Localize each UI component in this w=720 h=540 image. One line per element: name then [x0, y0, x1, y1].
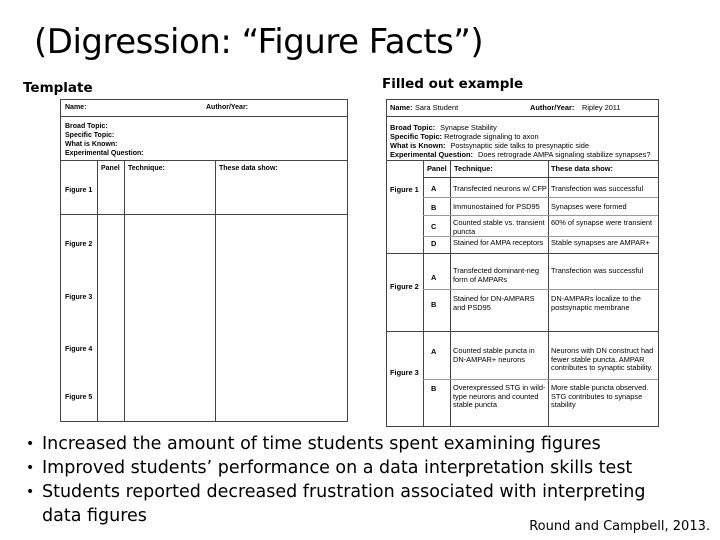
template-col-panel: Panel	[101, 165, 120, 172]
technique-cell: Counted stable puncta in DN-AMPAR+ neurons	[453, 347, 535, 364]
template-col-data: These data show:	[219, 165, 278, 172]
panel-cell: B	[431, 385, 437, 393]
panel-cell: B	[431, 204, 437, 212]
technique-cell: Transfected dominant-neg form of AMPARs	[453, 267, 539, 284]
panel-cell: A	[431, 185, 437, 193]
finding-item: • Improved students’ performance on a data interpretation skills test	[26, 458, 633, 478]
template-name-label: Name:	[65, 104, 87, 111]
technique-cell: Counted stable vs. transient puncta	[453, 219, 545, 236]
technique-cell: Transfected neurons w/ CFP	[453, 185, 547, 193]
technique-cell: Stained for DN-AMPARS and PSD95	[453, 295, 535, 312]
example-name-label: Name:	[390, 103, 413, 112]
example-col-data: These data show:	[551, 164, 614, 173]
example-header-divider	[423, 177, 658, 178]
example-row-divider	[423, 289, 658, 290]
template-figure-label: Figure 4	[65, 346, 93, 353]
data-cell: More stable puncta observed. STG contributes to synapse stability	[551, 384, 649, 410]
example-author-label: Author/Year:	[530, 103, 575, 112]
citation: Round and Campbell, 2013.	[529, 519, 710, 534]
example-author-value: Ripley 2011	[582, 103, 621, 112]
example-figure-label: Figure 3	[390, 368, 419, 377]
template-caption: Template	[23, 80, 93, 96]
example-figure-divider	[387, 253, 658, 254]
template-what-known: What is Known:	[65, 141, 118, 148]
example-form	[386, 99, 659, 427]
data-cell: Transfection was successful	[551, 267, 644, 275]
template-figure-label: Figure 3	[65, 294, 93, 301]
panel-cell: A	[431, 348, 437, 356]
template-question: Experimental Question:	[65, 150, 144, 157]
example-col-divider	[548, 161, 549, 426]
finding-item: • Increased the amount of time students spent examining figures	[26, 434, 601, 454]
example-broad-topic: Broad Topic: Synapse Stability	[390, 123, 497, 132]
technique-cell: Overexpressed STG in wild-type neurons and counted stable puncta	[453, 384, 546, 410]
panel-cell: C	[431, 223, 437, 231]
template-col-divider	[124, 161, 125, 421]
data-cell: Transfection was successful	[551, 185, 644, 193]
template-topic-block	[61, 116, 347, 161]
template-table	[61, 161, 347, 421]
example-col-panel: Panel	[427, 164, 447, 173]
technique-cell: Immunostained for PSD95	[453, 203, 540, 211]
example-col-divider	[450, 161, 451, 426]
panel-cell: D	[431, 240, 437, 248]
template-col-technique: Technique:	[128, 165, 165, 172]
example-col-divider	[423, 161, 424, 426]
slide-title: (Digression: “Figure Facts”)	[34, 22, 484, 62]
bullet-icon: •	[26, 460, 35, 476]
template-figure-label: Figure 1	[65, 187, 93, 194]
example-figure-divider	[387, 331, 658, 332]
template-col-divider	[97, 161, 98, 421]
findings-list	[26, 432, 716, 528]
panel-cell: B	[431, 301, 437, 309]
example-row-divider	[423, 197, 658, 198]
example-figure-label: Figure 2	[390, 282, 419, 291]
template-broad-topic: Broad Topic:	[65, 123, 108, 130]
template-form	[60, 99, 348, 422]
template-author-label: Author/Year:	[206, 104, 249, 111]
bullet-icon: •	[26, 484, 35, 500]
panel-cell: A	[431, 274, 437, 282]
finding-item: • Students reported decreased frustration associated with interpreting data figures	[26, 482, 646, 526]
example-specific-topic: Specific Topic: Retrograde signaling to axon	[390, 132, 539, 141]
data-cell: Synapses were formed	[551, 203, 627, 211]
example-table	[387, 161, 658, 426]
example-name-row	[387, 100, 658, 117]
bullet-icon: •	[26, 436, 35, 452]
template-figure-label: Figure 5	[65, 394, 93, 401]
data-cell: Neurons with DN construct had fewer stable puncta. AMPAR contributes to synaptic stability.	[551, 347, 654, 373]
example-topic-block	[387, 116, 658, 161]
example-name-value: Sara Student	[415, 103, 459, 112]
example-what-known: What is Known: Postsynaptic side talks to presynaptic side	[390, 141, 589, 150]
example-row-divider	[423, 215, 658, 216]
template-specific-topic: Specific Topic:	[65, 132, 115, 139]
example-col-technique: Technique:	[454, 164, 493, 173]
example-figure-label: Figure 1	[390, 185, 419, 194]
template-row-divider	[61, 214, 347, 215]
example-row-divider	[423, 379, 658, 380]
data-cell: 60% of synapse were transient	[551, 219, 653, 227]
template-name-row	[61, 100, 347, 117]
template-figure-label: Figure 2	[65, 241, 93, 248]
data-cell: Stable synapses are AMPAR+	[551, 239, 650, 247]
data-cell: DN-AMPARs localize to the postsynaptic membrane	[551, 295, 641, 312]
template-col-divider	[215, 161, 216, 421]
technique-cell: Stained for AMPA receptors	[453, 239, 544, 247]
example-question: Experimental Question: Does retrograde AMPA signaling stabilize synapses?	[390, 150, 651, 159]
example-row-divider	[423, 236, 658, 237]
example-caption: Filled out example	[382, 76, 524, 92]
